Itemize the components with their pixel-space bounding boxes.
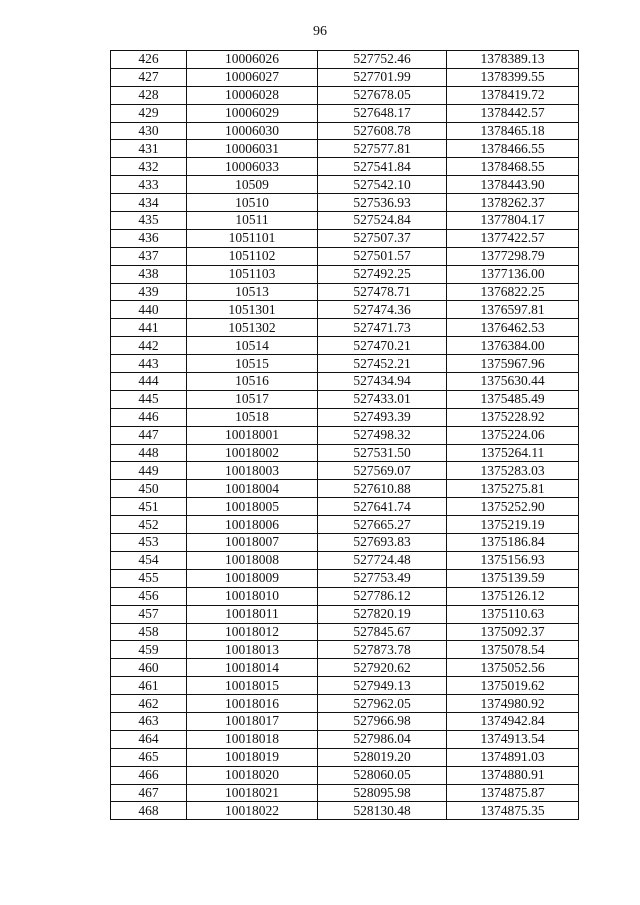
point-id-cell: 10006028 (187, 86, 318, 104)
row-number-cell: 432 (111, 158, 187, 176)
table-row (111, 784, 579, 802)
y-coordinate-cell: 1375110.63 (447, 605, 579, 623)
x-coordinate-cell: 527507.37 (318, 229, 447, 247)
table-row (111, 86, 579, 104)
y-coordinate-cell: 1374891.03 (447, 748, 579, 766)
point-id-cell: 10018019 (187, 748, 318, 766)
row-number-cell: 467 (111, 784, 187, 802)
point-id-cell: 10018020 (187, 766, 318, 784)
x-coordinate-cell: 527608.78 (318, 122, 447, 140)
y-coordinate-cell: 1375219.19 (447, 516, 579, 534)
row-number-cell: 427 (111, 68, 187, 86)
x-coordinate-cell: 527492.25 (318, 265, 447, 283)
y-coordinate-cell: 1378389.13 (447, 51, 579, 69)
y-coordinate-cell: 1374942.84 (447, 712, 579, 730)
point-id-cell: 1051301 (187, 301, 318, 319)
point-id-cell: 10018009 (187, 569, 318, 587)
point-id-cell: 10018017 (187, 712, 318, 730)
table-row (111, 444, 579, 462)
y-coordinate-cell: 1377422.57 (447, 229, 579, 247)
table-row (111, 498, 579, 516)
point-id-cell: 10018021 (187, 784, 318, 802)
x-coordinate-cell: 527524.84 (318, 212, 447, 230)
y-coordinate-cell: 1374875.35 (447, 802, 579, 820)
table-row (111, 748, 579, 766)
y-coordinate-cell: 1375052.56 (447, 659, 579, 677)
row-number-cell: 464 (111, 730, 187, 748)
table-row (111, 140, 579, 158)
row-number-cell: 433 (111, 176, 187, 194)
y-coordinate-cell: 1375019.62 (447, 677, 579, 695)
table-row (111, 516, 579, 534)
table-row (111, 51, 579, 69)
y-coordinate-cell: 1378443.90 (447, 176, 579, 194)
y-coordinate-cell: 1375275.81 (447, 480, 579, 498)
row-number-cell: 455 (111, 569, 187, 587)
row-number-cell: 430 (111, 122, 187, 140)
x-coordinate-cell: 527501.57 (318, 247, 447, 265)
y-coordinate-cell: 1377136.00 (447, 265, 579, 283)
table-row (111, 104, 579, 122)
x-coordinate-cell: 527434.94 (318, 373, 447, 391)
table-row (111, 212, 579, 230)
y-coordinate-cell: 1376597.81 (447, 301, 579, 319)
y-coordinate-cell: 1377804.17 (447, 212, 579, 230)
row-number-cell: 441 (111, 319, 187, 337)
y-coordinate-cell: 1375078.54 (447, 641, 579, 659)
y-coordinate-cell: 1378262.37 (447, 194, 579, 212)
y-coordinate-cell: 1378419.72 (447, 86, 579, 104)
x-coordinate-cell: 527542.10 (318, 176, 447, 194)
table-row (111, 176, 579, 194)
x-coordinate-cell: 527569.07 (318, 462, 447, 480)
row-number-cell: 439 (111, 283, 187, 301)
row-number-cell: 436 (111, 229, 187, 247)
point-id-cell: 10018016 (187, 695, 318, 713)
row-number-cell: 454 (111, 551, 187, 569)
point-id-cell: 10018007 (187, 534, 318, 552)
x-coordinate-cell: 527433.01 (318, 390, 447, 408)
x-coordinate-cell: 527678.05 (318, 86, 447, 104)
coordinates-table-body (111, 51, 579, 820)
point-id-cell: 10018004 (187, 480, 318, 498)
row-number-cell: 448 (111, 444, 187, 462)
table-row (111, 355, 579, 373)
row-number-cell: 468 (111, 802, 187, 820)
point-id-cell: 10513 (187, 283, 318, 301)
table-row (111, 247, 579, 265)
row-number-cell: 435 (111, 212, 187, 230)
table-row (111, 677, 579, 695)
table-row (111, 766, 579, 784)
table-row (111, 229, 579, 247)
row-number-cell: 443 (111, 355, 187, 373)
point-id-cell: 10018014 (187, 659, 318, 677)
y-coordinate-cell: 1374913.54 (447, 730, 579, 748)
point-id-cell: 10018006 (187, 516, 318, 534)
row-number-cell: 449 (111, 462, 187, 480)
y-coordinate-cell: 1374880.91 (447, 766, 579, 784)
x-coordinate-cell: 528130.48 (318, 802, 447, 820)
row-number-cell: 458 (111, 623, 187, 641)
y-coordinate-cell: 1375228.92 (447, 408, 579, 426)
point-id-cell: 10006026 (187, 51, 318, 69)
y-coordinate-cell: 1374875.87 (447, 784, 579, 802)
table-row (111, 373, 579, 391)
row-number-cell: 426 (111, 51, 187, 69)
row-number-cell: 437 (111, 247, 187, 265)
y-coordinate-cell: 1375485.49 (447, 390, 579, 408)
table-row (111, 802, 579, 820)
row-number-cell: 466 (111, 766, 187, 784)
x-coordinate-cell: 527966.98 (318, 712, 447, 730)
table-row (111, 587, 579, 605)
table-row (111, 641, 579, 659)
y-coordinate-cell: 1375264.11 (447, 444, 579, 462)
x-coordinate-cell: 527786.12 (318, 587, 447, 605)
point-id-cell: 10018002 (187, 444, 318, 462)
table-row (111, 319, 579, 337)
row-number-cell: 461 (111, 677, 187, 695)
point-id-cell: 10518 (187, 408, 318, 426)
x-coordinate-cell: 528019.20 (318, 748, 447, 766)
point-id-cell: 10510 (187, 194, 318, 212)
x-coordinate-cell: 527949.13 (318, 677, 447, 695)
point-id-cell: 10006033 (187, 158, 318, 176)
x-coordinate-cell: 527820.19 (318, 605, 447, 623)
table-row (111, 695, 579, 713)
point-id-cell: 10511 (187, 212, 318, 230)
x-coordinate-cell: 527962.05 (318, 695, 447, 713)
y-coordinate-cell: 1375156.93 (447, 551, 579, 569)
x-coordinate-cell: 527752.46 (318, 51, 447, 69)
table-row (111, 122, 579, 140)
x-coordinate-cell: 527478.71 (318, 283, 447, 301)
row-number-cell: 457 (111, 605, 187, 623)
x-coordinate-cell: 527470.21 (318, 337, 447, 355)
row-number-cell: 450 (111, 480, 187, 498)
row-number-cell: 462 (111, 695, 187, 713)
table-row (111, 408, 579, 426)
x-coordinate-cell: 527753.49 (318, 569, 447, 587)
x-coordinate-cell: 527531.50 (318, 444, 447, 462)
table-row (111, 390, 579, 408)
table-row (111, 551, 579, 569)
point-id-cell: 10018001 (187, 426, 318, 444)
y-coordinate-cell: 1378465.18 (447, 122, 579, 140)
y-coordinate-cell: 1375630.44 (447, 373, 579, 391)
x-coordinate-cell: 528095.98 (318, 784, 447, 802)
point-id-cell: 10006030 (187, 122, 318, 140)
x-coordinate-cell: 528060.05 (318, 766, 447, 784)
y-coordinate-cell: 1378399.55 (447, 68, 579, 86)
row-number-cell: 447 (111, 426, 187, 444)
row-number-cell: 429 (111, 104, 187, 122)
x-coordinate-cell: 527493.39 (318, 408, 447, 426)
coordinates-table (110, 50, 579, 820)
point-id-cell: 10018005 (187, 498, 318, 516)
point-id-cell: 1051101 (187, 229, 318, 247)
x-coordinate-cell: 527577.81 (318, 140, 447, 158)
point-id-cell: 1051103 (187, 265, 318, 283)
point-id-cell: 10509 (187, 176, 318, 194)
point-id-cell: 10018013 (187, 641, 318, 659)
y-coordinate-cell: 1375139.59 (447, 569, 579, 587)
point-id-cell: 10018011 (187, 605, 318, 623)
x-coordinate-cell: 527873.78 (318, 641, 447, 659)
y-coordinate-cell: 1374980.92 (447, 695, 579, 713)
row-number-cell: 451 (111, 498, 187, 516)
y-coordinate-cell: 1375186.84 (447, 534, 579, 552)
point-id-cell: 1051302 (187, 319, 318, 337)
table-row (111, 337, 579, 355)
x-coordinate-cell: 527648.17 (318, 104, 447, 122)
point-id-cell: 10006031 (187, 140, 318, 158)
table-row (111, 265, 579, 283)
table-row (111, 426, 579, 444)
row-number-cell: 465 (111, 748, 187, 766)
point-id-cell: 10006029 (187, 104, 318, 122)
x-coordinate-cell: 527986.04 (318, 730, 447, 748)
x-coordinate-cell: 527693.83 (318, 534, 447, 552)
point-id-cell: 10517 (187, 390, 318, 408)
table-row (111, 158, 579, 176)
y-coordinate-cell: 1375252.90 (447, 498, 579, 516)
y-coordinate-cell: 1378442.57 (447, 104, 579, 122)
point-id-cell: 10018012 (187, 623, 318, 641)
page-number: 96 (313, 24, 327, 39)
y-coordinate-cell: 1376822.25 (447, 283, 579, 301)
table-row (111, 68, 579, 86)
x-coordinate-cell: 527452.21 (318, 355, 447, 373)
table-row (111, 480, 579, 498)
x-coordinate-cell: 527541.84 (318, 158, 447, 176)
point-id-cell: 10018008 (187, 551, 318, 569)
row-number-cell: 438 (111, 265, 187, 283)
row-number-cell: 445 (111, 390, 187, 408)
row-number-cell: 453 (111, 534, 187, 552)
x-coordinate-cell: 527701.99 (318, 68, 447, 86)
row-number-cell: 459 (111, 641, 187, 659)
x-coordinate-cell: 527845.67 (318, 623, 447, 641)
row-number-cell: 446 (111, 408, 187, 426)
x-coordinate-cell: 527536.93 (318, 194, 447, 212)
row-number-cell: 460 (111, 659, 187, 677)
table-row (111, 623, 579, 641)
x-coordinate-cell: 527724.48 (318, 551, 447, 569)
table-row (111, 283, 579, 301)
y-coordinate-cell: 1375283.03 (447, 462, 579, 480)
point-id-cell: 10006027 (187, 68, 318, 86)
table-row (111, 301, 579, 319)
point-id-cell: 10018022 (187, 802, 318, 820)
row-number-cell: 452 (111, 516, 187, 534)
row-number-cell: 431 (111, 140, 187, 158)
x-coordinate-cell: 527610.88 (318, 480, 447, 498)
row-number-cell: 428 (111, 86, 187, 104)
x-coordinate-cell: 527474.36 (318, 301, 447, 319)
row-number-cell: 463 (111, 712, 187, 730)
table-row (111, 569, 579, 587)
table-row (111, 659, 579, 677)
y-coordinate-cell: 1375224.06 (447, 426, 579, 444)
table-row (111, 605, 579, 623)
point-id-cell: 10018018 (187, 730, 318, 748)
point-id-cell: 10018015 (187, 677, 318, 695)
row-number-cell: 444 (111, 373, 187, 391)
y-coordinate-cell: 1376384.00 (447, 337, 579, 355)
y-coordinate-cell: 1375092.37 (447, 623, 579, 641)
x-coordinate-cell: 527641.74 (318, 498, 447, 516)
point-id-cell: 1051102 (187, 247, 318, 265)
row-number-cell: 442 (111, 337, 187, 355)
point-id-cell: 10018003 (187, 462, 318, 480)
y-coordinate-cell: 1378468.55 (447, 158, 579, 176)
table-row (111, 730, 579, 748)
point-id-cell: 10018010 (187, 587, 318, 605)
y-coordinate-cell: 1375967.96 (447, 355, 579, 373)
point-id-cell: 10515 (187, 355, 318, 373)
point-id-cell: 10516 (187, 373, 318, 391)
table-row (111, 462, 579, 480)
row-number-cell: 440 (111, 301, 187, 319)
y-coordinate-cell: 1378466.55 (447, 140, 579, 158)
y-coordinate-cell: 1375126.12 (447, 587, 579, 605)
row-number-cell: 456 (111, 587, 187, 605)
x-coordinate-cell: 527498.32 (318, 426, 447, 444)
point-id-cell: 10514 (187, 337, 318, 355)
row-number-cell: 434 (111, 194, 187, 212)
y-coordinate-cell: 1377298.79 (447, 247, 579, 265)
x-coordinate-cell: 527471.73 (318, 319, 447, 337)
y-coordinate-cell: 1376462.53 (447, 319, 579, 337)
table-row (111, 194, 579, 212)
table-row (111, 534, 579, 552)
x-coordinate-cell: 527665.27 (318, 516, 447, 534)
table-row (111, 712, 579, 730)
x-coordinate-cell: 527920.62 (318, 659, 447, 677)
